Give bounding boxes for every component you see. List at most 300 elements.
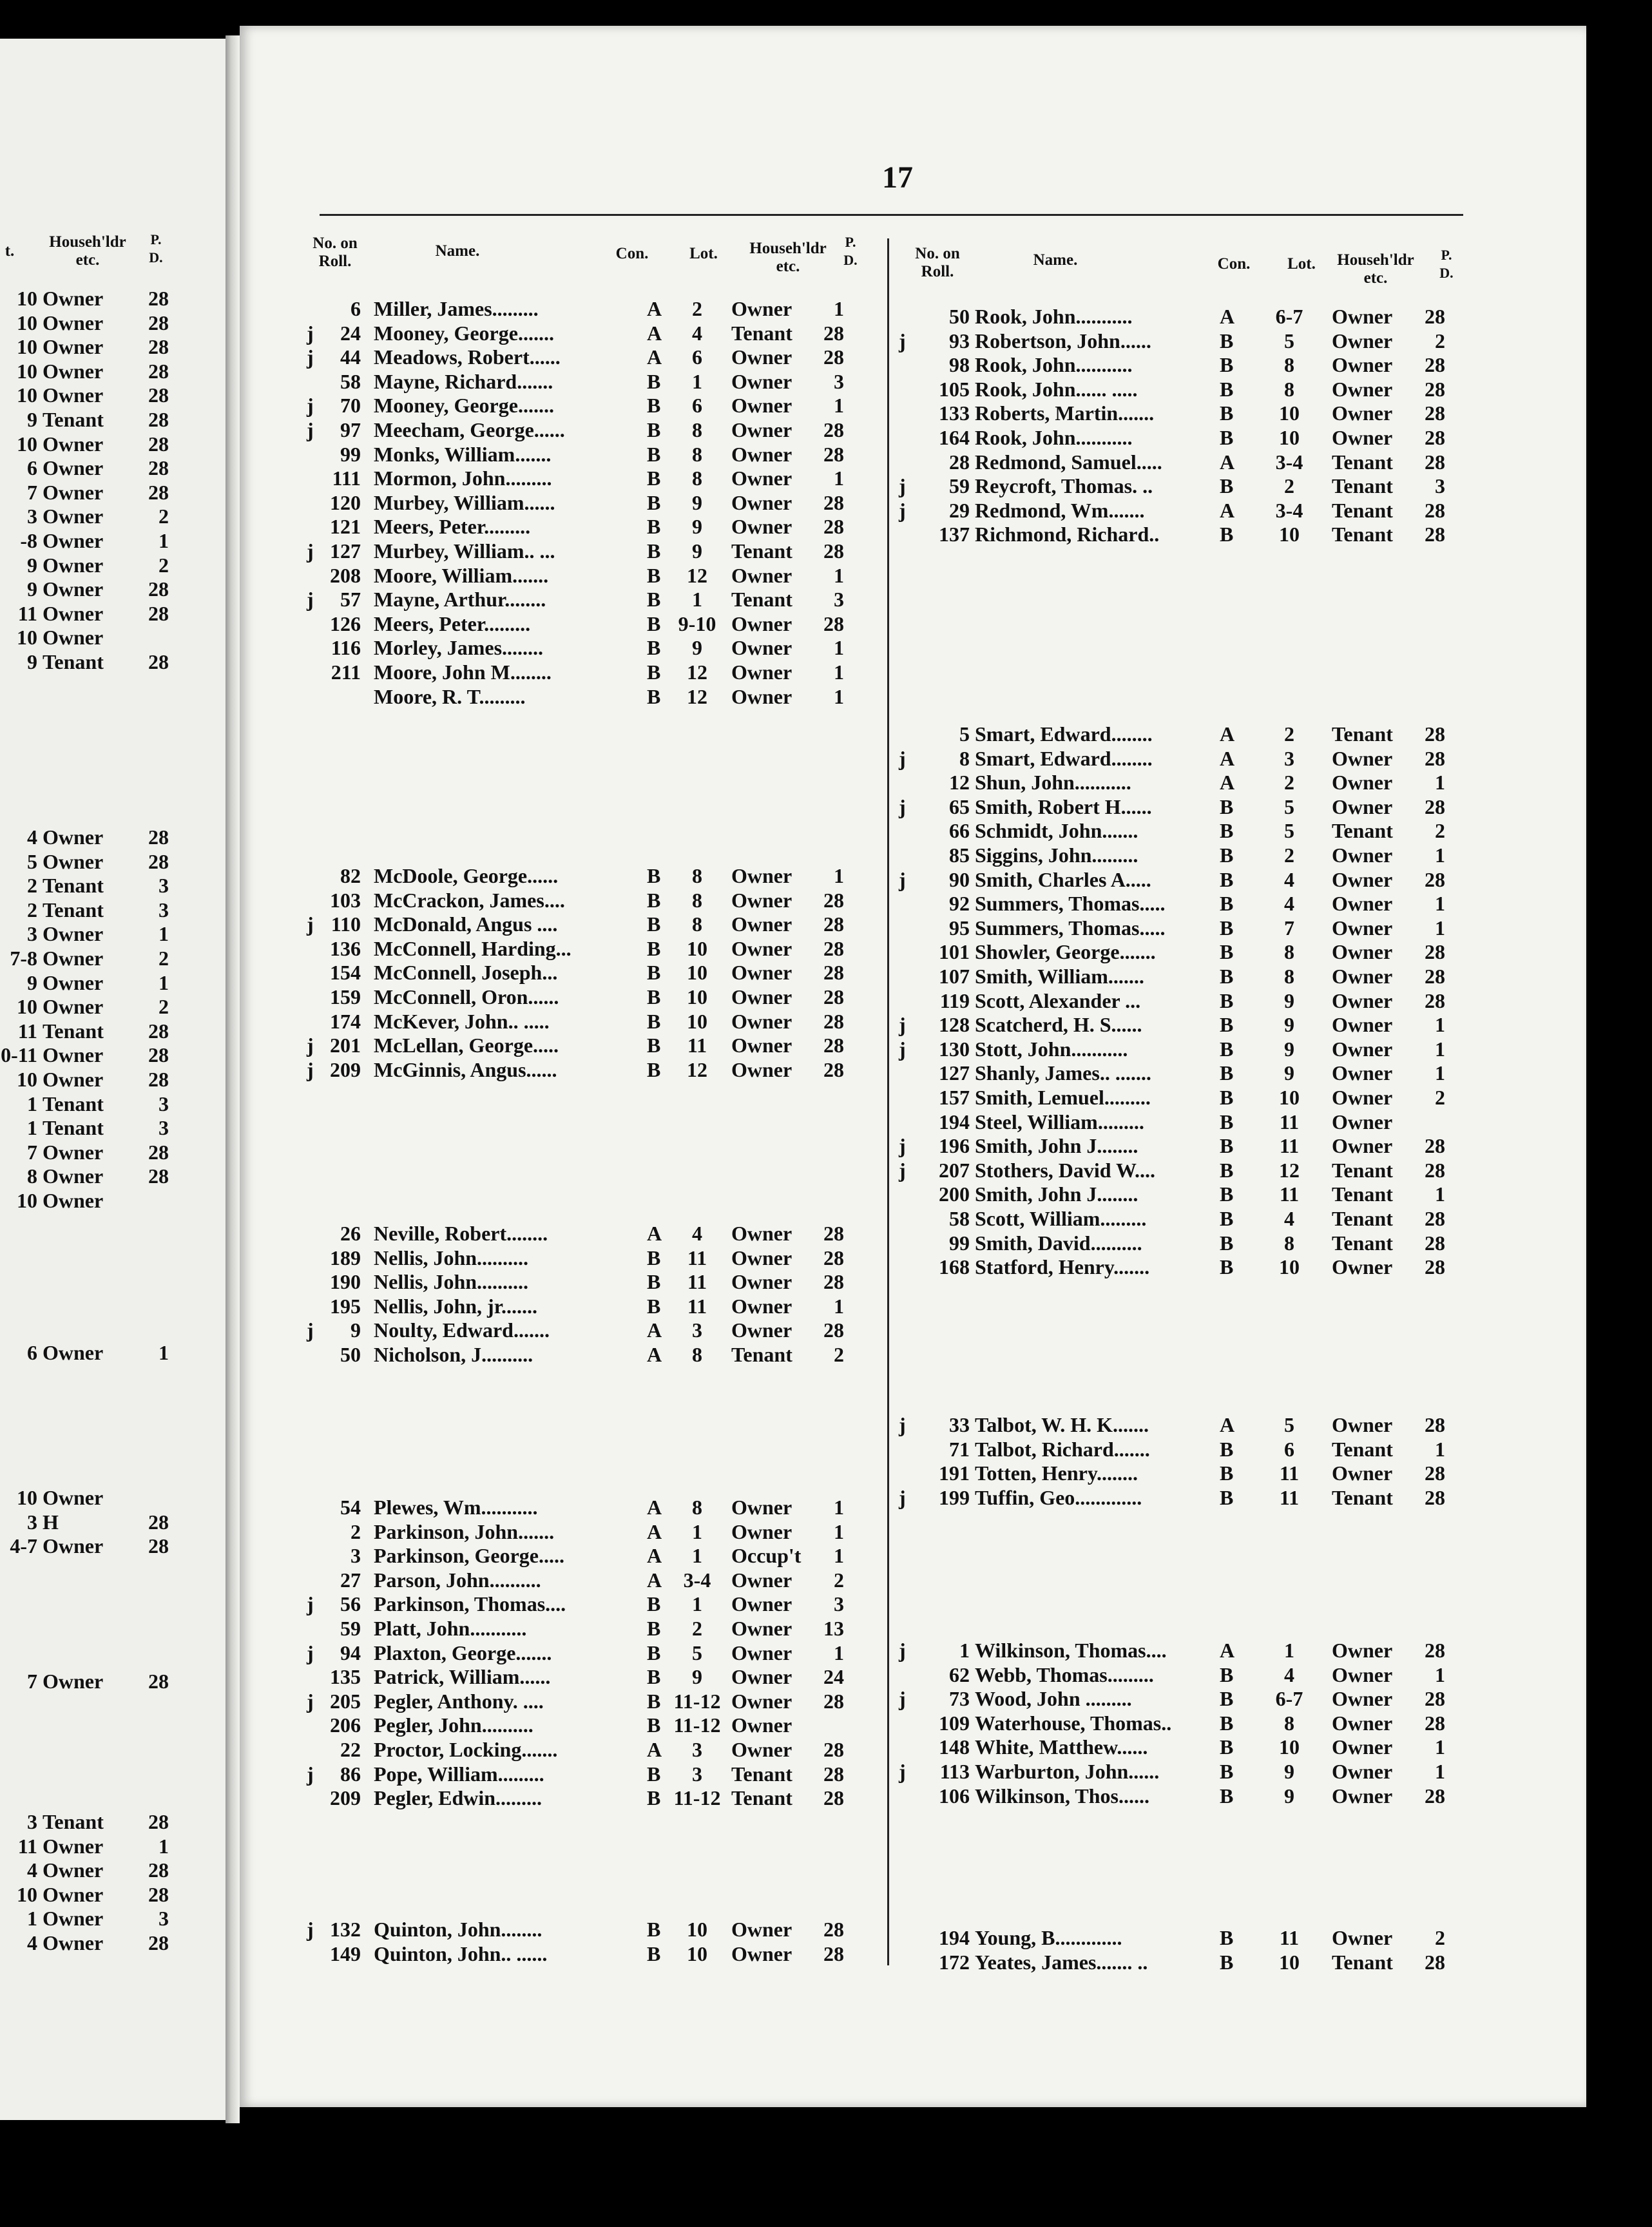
householder-status: Owner — [731, 1713, 792, 1737]
fragment-row — [0, 1906, 219, 1931]
voter-name: Pegler, Edwin......... — [374, 1786, 543, 1810]
polling-division: 1 — [834, 563, 844, 587]
voter-name: Meecham, George...... — [374, 418, 565, 441]
junior-mark: j — [899, 498, 906, 522]
fragment-lot: 10 — [17, 383, 37, 407]
junior-mark: j — [307, 1057, 314, 1081]
register-row — [303, 936, 870, 961]
voter-name: Steel, William......... — [975, 1110, 1144, 1133]
lot-number: 10 — [1279, 1086, 1300, 1109]
voter-name: Stothers, David W.... — [975, 1158, 1156, 1182]
roll-number: 174 — [330, 1009, 361, 1033]
polling-division: 1 — [834, 297, 844, 320]
lot-number: 9 — [692, 1665, 702, 1689]
polling-division: 1 — [834, 1294, 844, 1318]
concession: B — [1220, 426, 1234, 449]
lot-number: 8 — [692, 467, 702, 490]
lot-number: 10 — [687, 1918, 707, 1941]
householder-status: Owner — [731, 418, 792, 441]
roll-number: 127 — [939, 1061, 970, 1085]
fragment-lot: 3 — [27, 1510, 37, 1534]
polling-division: 28 — [1425, 401, 1445, 425]
fragment-pd: 2 — [158, 947, 169, 970]
roll-number: 71 — [949, 1437, 970, 1461]
householder-status: Owner — [1332, 1086, 1393, 1109]
fragment-row — [0, 849, 219, 874]
polling-division: 28 — [1425, 1255, 1445, 1279]
voter-name: Nellis, John, jr....... — [374, 1294, 537, 1318]
concession: B — [647, 912, 661, 936]
householder-status: Owner — [731, 1665, 792, 1689]
roll-number: 70 — [340, 394, 361, 418]
householder-status: Owner — [731, 1057, 792, 1081]
householder-status: Owner — [731, 1738, 792, 1761]
lot-number: 8 — [1284, 1711, 1294, 1735]
lot-number: 9 — [1284, 988, 1294, 1012]
roll-number: 208 — [330, 563, 361, 587]
lot-number: 10 — [687, 961, 707, 985]
fragment-lot: 3 — [27, 1810, 37, 1833]
roll-number: 59 — [949, 474, 970, 498]
voter-name: Quinton, John........ — [374, 1918, 543, 1941]
concession: B — [1220, 844, 1234, 867]
polling-division: 3 — [834, 588, 844, 612]
fragment-pd: 2 — [158, 553, 169, 577]
householder-status: Owner — [731, 369, 792, 393]
voter-name: Noulty, Edward....... — [374, 1318, 550, 1342]
fragment-pd: 28 — [148, 287, 169, 310]
concession: B — [1220, 474, 1234, 498]
header-no-on-roll: No. on Roll. — [312, 235, 358, 270]
fragment-householder: Owner — [43, 1341, 104, 1364]
fragment-header-householder: Househ'ldr etc. — [49, 233, 126, 269]
fragment-householder: Owner — [43, 1164, 104, 1188]
register-row — [303, 514, 870, 539]
householder-status: Owner — [731, 345, 792, 369]
concession: A — [647, 1496, 662, 1519]
voter-name: Talbot, Richard....... — [975, 1437, 1150, 1461]
concession: B — [1220, 1784, 1234, 1808]
page-number: 17 — [882, 160, 913, 195]
concession: A — [647, 297, 662, 320]
fragment-lot: 11 — [17, 1019, 37, 1043]
householder-status: Tenant — [731, 1786, 792, 1810]
voter-name: Redmond, Samuel..... — [975, 450, 1162, 474]
concession: B — [647, 1246, 661, 1269]
voter-name: Pope, William......... — [374, 1762, 544, 1786]
register-row — [303, 490, 870, 515]
roll-number: 111 — [332, 467, 361, 490]
junior-mark: j — [899, 474, 906, 498]
register-row — [899, 1735, 1466, 1759]
junior-mark: j — [307, 1762, 314, 1786]
fragment-row — [0, 1115, 219, 1140]
voter-name: Moore, John M........ — [374, 660, 552, 684]
polling-division: 3 — [834, 1592, 844, 1616]
register-row — [899, 304, 1466, 329]
voter-name: Tuffin, Geo............. — [975, 1485, 1142, 1509]
register-row — [899, 1182, 1466, 1206]
voter-name: Smith, Robert H...... — [975, 795, 1152, 818]
roll-number: 12 — [949, 771, 970, 795]
fragment-lot: 5 — [27, 849, 37, 873]
polling-division: 28 — [823, 961, 844, 985]
concession: A — [1220, 498, 1235, 522]
lot-number: 11 — [1279, 1485, 1300, 1509]
fragment-pd: 28 — [148, 359, 169, 383]
junior-mark: j — [307, 418, 314, 441]
register-row — [303, 393, 870, 418]
lot-number: 10 — [687, 985, 707, 1008]
roll-number: 59 — [340, 1617, 361, 1640]
lot-number: 12 — [687, 684, 707, 708]
junior-mark: j — [307, 321, 314, 345]
polling-division: 1 — [1435, 892, 1445, 916]
voter-name: Plaxton, George....... — [374, 1641, 552, 1664]
householder-status: Owner — [1332, 1134, 1393, 1158]
fragment-lot: 10 — [17, 1882, 37, 1906]
fragment-householder: Tenant — [43, 1116, 104, 1140]
householder-status: Owner — [1332, 940, 1393, 964]
voter-name: Shanly, James.. ....... — [975, 1061, 1151, 1085]
fragment-pd: 28 — [148, 1164, 169, 1188]
lot-number: 10 — [1279, 1950, 1300, 1974]
lot-number: 9 — [692, 539, 702, 563]
concession: B — [1220, 819, 1234, 843]
voter-name: Scott, Alexander ... — [975, 988, 1141, 1012]
fragment-row — [0, 480, 219, 505]
fragment-lot: 9 — [27, 408, 37, 431]
lot-number: 9-10 — [678, 612, 716, 635]
roll-number: 109 — [939, 1711, 970, 1735]
concession: B — [647, 1641, 661, 1664]
register-row — [899, 522, 1466, 546]
register-row — [303, 888, 870, 912]
lot-number: 1 — [692, 1519, 702, 1543]
polling-division: 28 — [823, 1942, 844, 1965]
concession: B — [647, 394, 661, 418]
fragment-pd: 3 — [158, 898, 169, 921]
header-no-on-roll-right: No. on Roll. — [915, 245, 960, 280]
polling-division: 1 — [1435, 1061, 1445, 1085]
voter-name: Totten, Henry........ — [975, 1461, 1138, 1485]
lot-number: 8 — [692, 418, 702, 441]
fragment-householder: Owner — [43, 825, 104, 849]
voter-name: Moore, R. T......... — [374, 684, 526, 708]
fragment-householder: Owner — [43, 922, 104, 946]
roll-number: 26 — [340, 1222, 361, 1245]
register-row — [303, 1664, 870, 1689]
fragment-row — [0, 1809, 219, 1834]
polling-division: 1 — [1435, 1013, 1445, 1037]
register-row — [303, 985, 870, 1009]
concession: B — [647, 1057, 661, 1081]
roll-number: 149 — [330, 1942, 361, 1965]
concession: B — [647, 660, 661, 684]
polling-division: 28 — [823, 985, 844, 1008]
junior-mark: j — [899, 1687, 906, 1711]
roll-number: 86 — [340, 1762, 361, 1786]
concession: B — [1220, 1061, 1234, 1085]
householder-status: Owner — [731, 563, 792, 587]
polling-division: 28 — [823, 321, 844, 345]
fragment-lot: -8 — [20, 529, 37, 552]
voter-name: Smith, John J........ — [975, 1182, 1138, 1206]
polling-division: 28 — [1425, 940, 1445, 964]
fragment-pd: 28 — [148, 432, 169, 456]
roll-number: 58 — [949, 1207, 970, 1230]
polling-division: 28 — [1425, 1413, 1445, 1436]
fragment-row — [0, 1043, 219, 1067]
roll-number: 107 — [939, 965, 970, 988]
fragment-row — [0, 825, 219, 849]
concession: B — [647, 563, 661, 587]
fragment-pd: 3 — [158, 874, 169, 898]
householder-status: Owner — [1332, 1037, 1393, 1061]
roll-number: 103 — [330, 888, 361, 912]
roll-number: 195 — [330, 1294, 361, 1318]
roll-number: 58 — [340, 369, 361, 393]
householder-status: Owner — [731, 912, 792, 936]
voter-name: Rook, John........... — [975, 353, 1133, 377]
householder-status: Owner — [1332, 892, 1393, 916]
lot-number: 5 — [1284, 819, 1294, 843]
concession: B — [1220, 1086, 1234, 1109]
register-row — [303, 442, 870, 467]
lot-number: 6 — [692, 394, 702, 418]
concession: B — [1220, 1950, 1234, 1974]
householder-status: Owner — [731, 1519, 792, 1543]
fragment-row — [0, 1140, 219, 1164]
fragment-householder: Owner — [43, 970, 104, 994]
fragment-lot: 9 — [27, 577, 37, 601]
roll-number: 201 — [330, 1034, 361, 1057]
householder-status: Owner — [731, 684, 792, 708]
lot-number: 1 — [692, 1544, 702, 1568]
concession: B — [647, 1713, 661, 1737]
voter-name: Meers, Peter......... — [374, 612, 531, 635]
concession: A — [1220, 1639, 1235, 1662]
junior-mark: j — [899, 867, 906, 891]
lot-number: 2 — [1284, 771, 1294, 795]
roll-number: 85 — [949, 844, 970, 867]
householder-status: Owner — [1332, 1784, 1393, 1808]
voter-name: Smith, John J........ — [975, 1134, 1138, 1158]
voter-name: McConnell, Oron...... — [374, 985, 559, 1008]
householder-status: Owner — [731, 515, 792, 539]
header-pd-right: P. D. — [1439, 247, 1454, 281]
register-row — [899, 1206, 1466, 1231]
householder-status: Tenant — [731, 1343, 792, 1366]
polling-division: 1 — [1435, 1663, 1445, 1686]
polling-division: 28 — [823, 612, 844, 635]
polling-division: 28 — [1425, 795, 1445, 818]
roll-number: 1 — [959, 1639, 970, 1662]
voter-name: McConnell, Harding... — [374, 936, 571, 960]
fragment-pd: 28 — [148, 480, 169, 504]
junior-mark: j — [307, 1918, 314, 1941]
lot-number: 7 — [1284, 916, 1294, 940]
householder-status: Owner — [1332, 1255, 1393, 1279]
register-row — [899, 474, 1466, 498]
polling-division: 28 — [823, 442, 844, 466]
fragment-householder: Tenant — [43, 1019, 104, 1043]
roll-number: 94 — [340, 1641, 361, 1664]
register-row — [899, 329, 1466, 353]
voter-name: Statford, Henry....... — [975, 1255, 1150, 1279]
householder-status: Owner — [731, 961, 792, 985]
lot-number: 3-4 — [1275, 450, 1303, 474]
concession: B — [647, 539, 661, 563]
concession: B — [647, 612, 661, 635]
lot-number: 11 — [1279, 1926, 1300, 1949]
polling-division: 1 — [834, 1544, 844, 1568]
register-row — [899, 1784, 1466, 1808]
householder-status: Owner — [731, 1034, 792, 1057]
roll-number: 113 — [939, 1760, 970, 1783]
fragment-lot: 1 — [27, 1092, 37, 1115]
lot-number: 8 — [692, 442, 702, 466]
voter-name: McCrackon, James.... — [374, 888, 565, 912]
polling-division: 28 — [823, 1246, 844, 1269]
register-row — [899, 770, 1466, 795]
roll-number: 133 — [939, 401, 970, 425]
lot-number: 4 — [1284, 1663, 1294, 1686]
polling-division: 1 — [1435, 844, 1445, 867]
roll-number: 196 — [939, 1134, 970, 1158]
fragment-row — [0, 334, 219, 359]
fragment-lot: 10 — [17, 311, 37, 334]
voter-name: Quinton, John.. ...... — [374, 1942, 548, 1965]
register-row — [303, 587, 870, 612]
householder-status: Tenant — [1332, 1182, 1393, 1206]
register-row — [303, 1294, 870, 1318]
concession: B — [1220, 1255, 1234, 1279]
concession: B — [1220, 1437, 1234, 1461]
polling-division: 28 — [1425, 426, 1445, 449]
concession: B — [647, 1942, 661, 1965]
roll-number: 57 — [340, 588, 361, 612]
fragment-householder: Owner — [43, 849, 104, 873]
polling-division: 1 — [834, 1519, 844, 1543]
lot-number: 11-12 — [673, 1713, 721, 1737]
header-name: Name. — [435, 242, 480, 260]
householder-status: Owner — [1332, 426, 1393, 449]
fragment-householder: H — [43, 1510, 59, 1534]
concession: A — [647, 1318, 662, 1342]
fragment-pd: 28 — [148, 601, 169, 625]
fragment-lot: 3 — [27, 505, 37, 528]
polling-division: 28 — [823, 1786, 844, 1810]
roll-number: 50 — [340, 1343, 361, 1366]
voter-name: Summers, Thomas..... — [975, 916, 1166, 940]
register-row — [303, 1246, 870, 1270]
register-row — [899, 1485, 1466, 1510]
polling-division: 28 — [823, 1057, 844, 1081]
polling-division: 28 — [823, 1034, 844, 1057]
fragment-pd: 28 — [148, 1858, 169, 1882]
register-row — [303, 1033, 870, 1057]
lot-number: 9 — [692, 515, 702, 539]
roll-number: 130 — [939, 1037, 970, 1061]
roll-number: 157 — [939, 1086, 970, 1109]
junior-mark: j — [899, 329, 906, 352]
concession: B — [647, 1762, 661, 1786]
roll-number: 56 — [340, 1592, 361, 1616]
junior-mark: j — [307, 912, 314, 936]
fragment-pd: 28 — [148, 311, 169, 334]
fragment-lot: 1 — [27, 1116, 37, 1140]
voter-name: Parkinson, Thomas.... — [374, 1592, 566, 1616]
register-row — [303, 1641, 870, 1665]
polling-division: 28 — [823, 936, 844, 960]
polling-division: 28 — [1425, 1461, 1445, 1485]
fragment-row — [0, 970, 219, 995]
roll-number: 148 — [939, 1735, 970, 1759]
roll-number: 5 — [959, 722, 970, 746]
householder-status: Owner — [731, 936, 792, 960]
voter-name: Miller, James......... — [374, 297, 539, 320]
fragment-row — [0, 898, 219, 922]
register-row — [303, 418, 870, 442]
voter-name: Neville, Robert........ — [374, 1222, 548, 1245]
lot-number: 11 — [1279, 1110, 1300, 1133]
householder-status: Owner — [731, 1641, 792, 1664]
householder-status: Owner — [731, 490, 792, 514]
concession: B — [1220, 329, 1234, 352]
polling-division: 1 — [1435, 1037, 1445, 1061]
fragment-row — [0, 504, 219, 528]
lot-number: 11 — [687, 1294, 707, 1318]
register-row — [899, 1012, 1466, 1037]
householder-status: Owner — [731, 1568, 792, 1592]
fragment-lot: 11 — [17, 1834, 37, 1858]
register-row — [303, 1713, 870, 1737]
householder-status: Owner — [731, 660, 792, 684]
householder-status: Owner — [731, 1617, 792, 1640]
fragment-lot: 9 — [27, 970, 37, 994]
roll-number: 97 — [340, 418, 361, 441]
fragment-pd: 1 — [158, 970, 169, 994]
polling-division: 28 — [1425, 1158, 1445, 1182]
householder-status: Owner — [1332, 1926, 1393, 1949]
householder-status: Owner — [1332, 1639, 1393, 1662]
lot-number: 10 — [1279, 426, 1300, 449]
concession: B — [647, 888, 661, 912]
fragment-row — [0, 1019, 219, 1043]
concession: B — [647, 1786, 661, 1810]
register-row — [899, 916, 1466, 940]
lot-number: 2 — [1284, 722, 1294, 746]
lot-number: 9 — [1284, 1760, 1294, 1783]
voter-name: McLellan, George..... — [374, 1034, 559, 1057]
register-row — [899, 1638, 1466, 1663]
householder-status: Owner — [731, 1294, 792, 1318]
fragment-householder: Tenant — [43, 874, 104, 898]
concession: A — [1220, 1413, 1235, 1436]
fragment-lot: 10 — [17, 335, 37, 359]
roll-number: 135 — [330, 1665, 361, 1689]
header-con-right: Con. — [1217, 255, 1251, 273]
junior-mark: j — [307, 1641, 314, 1664]
roll-number: 194 — [939, 1926, 970, 1949]
lot-number: 11 — [687, 1034, 707, 1057]
polling-division: 1 — [1435, 1437, 1445, 1461]
householder-status: Owner — [1332, 1013, 1393, 1037]
concession: B — [1220, 401, 1234, 425]
fragment-pd: 28 — [148, 1510, 169, 1534]
register-row — [899, 988, 1466, 1013]
